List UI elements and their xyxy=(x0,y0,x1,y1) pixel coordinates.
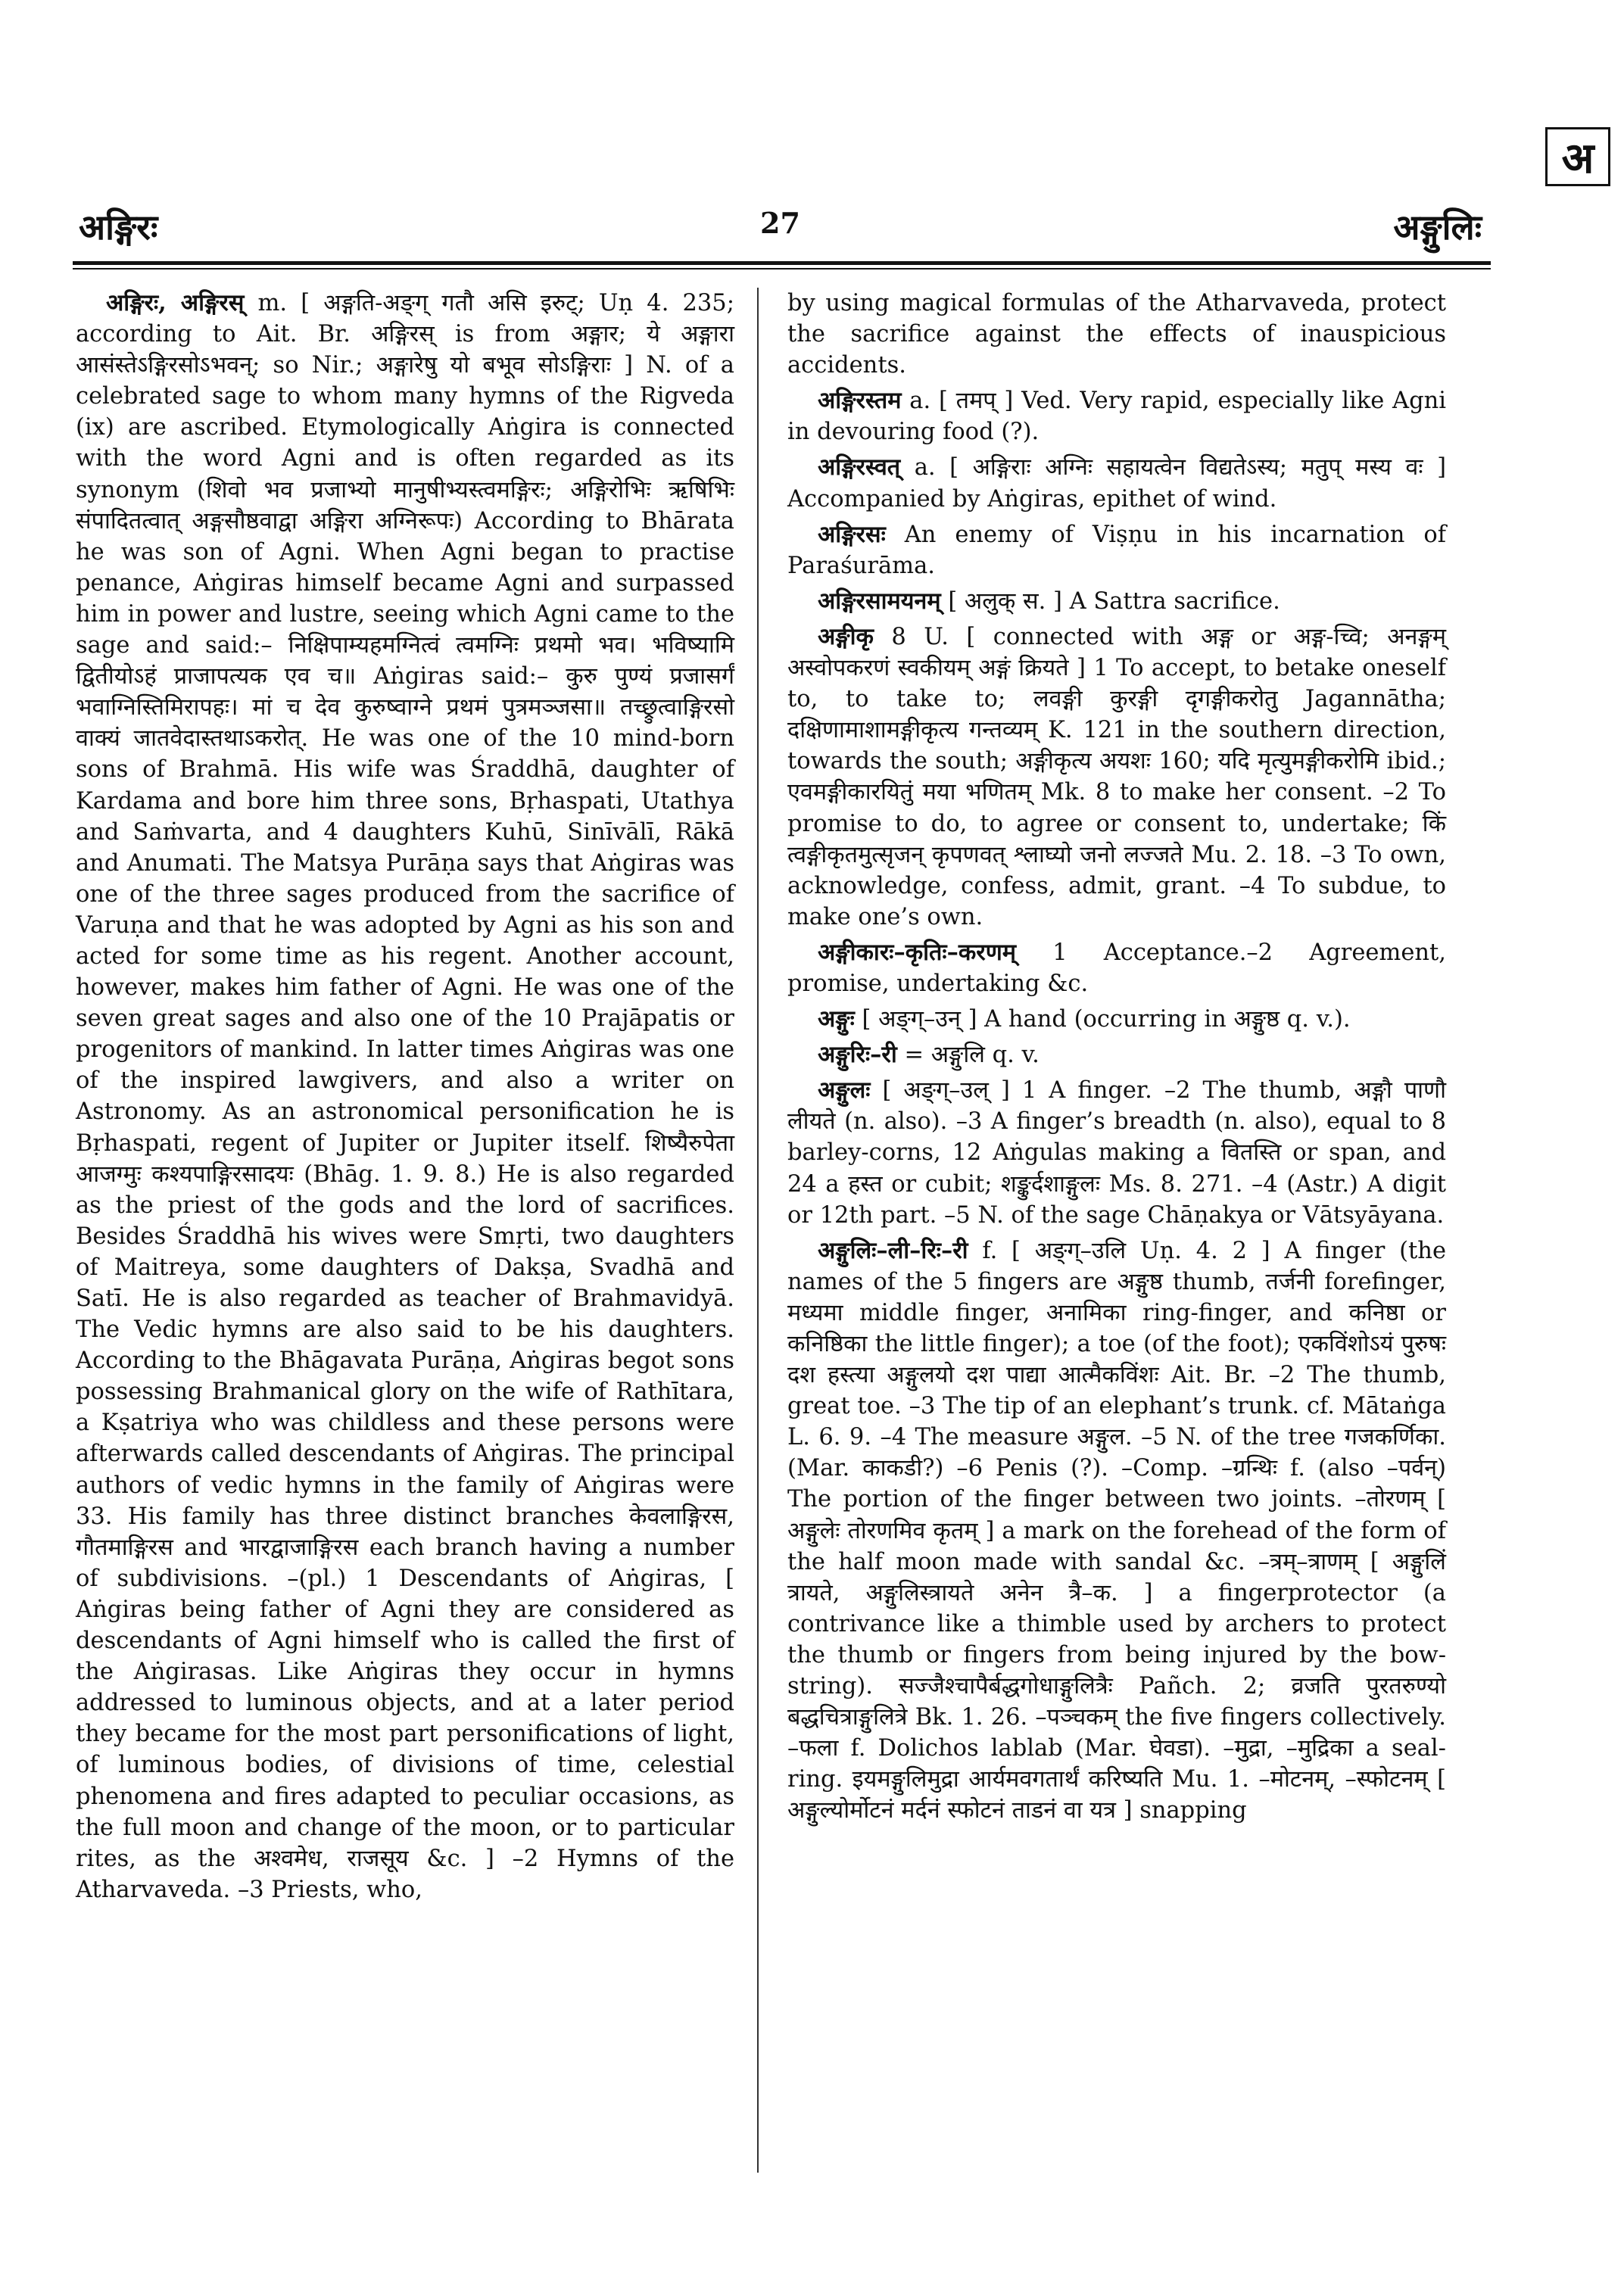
left-running-headword: अङ्गिरः xyxy=(79,207,158,248)
dictionary-entry-continued xyxy=(787,288,1446,381)
page-header xyxy=(79,189,1482,257)
header-rule-thin xyxy=(73,268,1491,269)
entry-text: a. [ तमप् ] Ved. Very rapid, especially like Agni in devouring food (?). xyxy=(787,388,1447,446)
entry-text: = अङ्गुलि q. v. xyxy=(904,1042,1040,1069)
entry-headword: अङ्गिरस्वत् xyxy=(818,453,901,481)
entry-text: [ अङ्ग्–उन् ] A hand (occurring in अङ्गुष्ठ q. v.). xyxy=(862,1006,1351,1033)
dictionary-entry xyxy=(787,586,1446,617)
entry-headword: अङ्गिरसामयनम् xyxy=(818,587,941,615)
right-column xyxy=(787,288,1446,1831)
entry-headword: अङ्गिरस्तम xyxy=(818,387,902,415)
header-rule xyxy=(73,261,1491,265)
entry-headword: अङ्गुः xyxy=(818,1005,855,1033)
entry-text: by using magical formulas of the Atharvaveda, protect the sacrifice against the effects of inauspicious accidents. xyxy=(787,290,1446,379)
dictionary-entry xyxy=(787,1039,1446,1070)
entry-text: An enemy of Viṣṇu in his incarnation of Paraśurāma. xyxy=(787,521,1447,579)
page-number: 27 xyxy=(760,206,800,240)
dictionary-entry xyxy=(787,937,1446,999)
column-divider xyxy=(757,288,759,2173)
entry-headword: अङ्गुलिः–ली–रिः–री xyxy=(818,1236,968,1264)
entry-headword: अङ्गिरसः xyxy=(818,520,886,548)
entry-text: m. [ अङ्गति-अङ्ग् गतौ असि इरुट्; Uṇ 4. 235; according to Ait. Br. अङ्गिरस् is from अङ्गार; ये अङ्गारा आसंस्तेऽङ्गिरसोऽभवन्; so Nir.; अङ्गारेषु यो बभूव सोऽङ्गिराः ] N. of a celebrated sage to whom many hymns of the Rigveda (ix) are ascribed. Etymologically Aṅgira is connected with the word Agni and is often regarded as its synonym (शिवो भव प्रजाभ्यो मानुषीभ्यस्त्वमङ्गिरः; अङ्गिरोभिः ऋषिभिः संपादितत्वात् अङ्गसौष्ठवाद्वा अङ्गिरा अग्निरूपः) According to Bhārata he was son of Agni. When Agni began to practise penance, Aṅgiras himself became Agni and surpassed him in power and lustre, seeing which Agni came to the sage and said:– निक्षिपाम्यहमग्नित्वं त्वमग्निः प्रथमो भव। भविष्यामि द्वितीयोऽहं प्राजापत्यक एव च॥ Aṅgiras said:– कुरु पुण्यं प्रजासर्गं भवाग्निस्तिमिरापहः। मां च देव कुरुष्वाग्ने प्रथमं पुत्रमञ्जसा॥ तच्छ्रुत्वाङ्गिरसो वाक्यं जातवेदास्तथाऽकरोत्. He was one of the 10 mind-born sons of Brahmā. His wife was Śraddhā, daughter of Kardama and bore him three sons, Bṛhaspati, Utathya and Saṁvarta, and 4 daughters Kuhū, Sinīvālī, Rākā and Anumati. The Matsya Purāṇa says that Aṅgiras was one of the three sages produced from the sacrifice of Varuṇa and that he was adopted by Agni as his son and acted for some time as his regent. Another account, however, makes him father of Agni. He was one of the seven great sages and also one of the 10 Prajāpatis or progenitors of mankind. In latter times Aṅgiras was one of the inspired lawgivers, and also a writer on Astronomy. As an astronomical personification he is Bṛhaspati, regent of Jupiter or Jupiter itself. शिष्यैरुपेता आजग्मुः कश्यपाङ्गिरसादयः (Bhāg. 1. 9. 8.) He is also regarded as the priest of the gods and the lord of sacrifices. Besides Śraddhā his wives were Smṛti, two daughters of Maitreya, some daughters of Dakṣa, Svadhā and Satī. He is also regarded as teacher of Brahmavidyā. The Vedic hymns are also said to be his daughters. According to the Bhāgavata Purāṇa, Aṅgiras begot sons possessing Brahmanical glory on the wife of Rathītara, a Kṣatriya who was childless and these persons were afterwards called descendants of Aṅgiras. The principal authors of vedic hymns in the family of Aṅgiras were 33. His family has three distinct branches केवलाङ्गिरस, गौतमाङ्गिरस and भारद्वाजाङ्गिरस each branch having a number of subdivisions. –(pl.) 1 Descendants of Aṅgiras, [ Aṅgiras being father of Agni they are considered as descendants of Agni himself who is called the first of the Aṅgirasas. Like Aṅgiras they occur in hymns addressed to luminous objects, and at a later period they became for the most part personifications of light, of luminous bodies, of divisions of time, celestial phenomena and fires adapted to peculiar occasions, as the full moon and change of the moon, or to particular rites, as the अश्वमेध, राजसूय &c. ] –2 Hymns of the Atharvaveda. –3 Priests, who, xyxy=(76,290,734,1903)
dictionary-entry xyxy=(787,452,1446,514)
thumb-index-tab: अ xyxy=(1545,127,1610,186)
entry-text: [ अलुक् स. ] A Sattra sacrifice. xyxy=(948,587,1280,615)
entry-headword: अङ्गीकारः–कृतिः–करणम् xyxy=(818,938,1017,966)
entry-headword: अङ्गीकृ xyxy=(818,622,874,650)
entry-headword: अङ्गुलः xyxy=(818,1076,871,1104)
dictionary-entry xyxy=(787,1004,1446,1035)
dictionary-entry xyxy=(76,288,734,1905)
entry-text: 1 Acceptance.–2 Agreement, promise, undertaking &c. xyxy=(787,939,1447,997)
right-running-headword: अङ्गुलिः xyxy=(1393,207,1482,248)
entry-text: [ अङ्ग्–उल् ] 1 A finger. –2 The thumb, अङ्गौ पाणौ लीयते (n. also). –3 A finger’s breadth (n. also), equal to 8 barley-corns, 12 Aṅgulas making a वितस्ति or span, and 24 a हस्त or cubit; शङ्कुर्दशाङ्गुलः Ms. 8. 271. –4 (Astr.) A digit or 12th part. –5 N. of the sage Chāṇakya or Vātsyāyana. xyxy=(787,1077,1446,1229)
dictionary-entry xyxy=(787,1075,1446,1230)
dictionary-entry xyxy=(787,519,1446,581)
entry-text: a. [ अङ्गिराः अग्निः सहायत्वेन विद्यतेऽस्य; मतुप् मस्य वः ] Accompanied by Aṅgiras, epithet of wind. xyxy=(787,454,1446,512)
dictionary-entry xyxy=(787,622,1446,933)
entry-headword: अङ्गुरिः–री xyxy=(818,1041,897,1069)
entry-text: 8 U. [ connected with अङ्ग or अङ्ग-च्वि; अनङ्गम् अस्वोपकरणं स्वकीयम् अङ्गं क्रियते ] 1 To accept, to betake oneself to, to take to; लवङ्गी कुरङ्गी दृगङ्गीकरोतु Jagannātha; दक्षिणामाशामङ्गीकृत्य गन्तव्यम् K. 121 in the southern direction, towards the south; अङ्गीकृत्य अयशः 160; यदि मृत्युमङ्गीकरोमि ibid.; एवमङ्गीकारयितुं मया भणितम् Mk. 8 to make her consent. –2 To promise to do, to agree or consent to, undertake; किं त्वङ्गीकृतमुत्सृजन् कृपणवत् श्लाघ्यो जनो लज्जते Mu. 2. 18. –3 To own, acknowledge, confess, admit, grant. –4 To subdue, to make one’s own. xyxy=(787,623,1447,930)
entry-headword: अङ्गिरः, अङ्गिरस् xyxy=(106,289,245,316)
dictionary-entry xyxy=(787,1235,1446,1827)
left-column xyxy=(76,288,734,1910)
dictionary-entry xyxy=(787,385,1446,447)
entry-text: f. [ अङ्ग्–उलि Uṇ. 4. 2 ] A finger (the names of the 5 fingers are अङ्गुष्ठ thumb, तर्जनी forefinger, मध्यमा middle finger, अनामिका ring-finger, and कनिष्ठा or कनिष्ठिका the little finger); a toe (of the foot); एकविंशोऽयं पुरुषः दश हस्त्या अङ्गुलयो दश पाद्या आत्मैकविंशः Ait. Br. –2 The thumb, great toe. –3 The tip of an elephant’s trunk. cf. Mātaṅga L. 6. 9. –4 The measure अङ्गुल. –5 N. of the tree गजकर्णिका. (Mar. काकडी?) –6 Penis (?). –Comp. –ग्रन्थिः f. (also –पर्वन्) The portion of the finger between two joints. –तोरणम् [ अङ्गुलेः तोरणमिव कृतम् ] a mark on the forehead of the form of the half moon made with sandal &c. –त्रम्–त्राणम् [ अङ्गुलिं त्रायते, अङ्गुलिस्त्रायते अनेन त्रै–क. ] a fingerprotector (a contrivance like a thimble used by archers to protect the thumb or fingers from being injured by the bow-string). सज्जैश्चापैर्बद्धगोधाङ्गुलित्रैः Pañch. 2; व्रजति पुरतरुण्यो बद्धचित्राङ्गुलित्रे Bk. 1. 26. –पञ्चकम् the five fingers collectively. –फला f. Dolichos lablab (Mar. घेवडा). –मुद्रा, –मुद्रिका a seal-ring. इयमङ्गुलिमुद्रा आर्यमवगतार्थं करिष्यति Mu. 1. –मोटनम्, –स्फोटनम् [ अङ्गुल्योर्मोटनं मर्दनं स्फोटनं ताडनं वा यत्र ] snapping xyxy=(787,1237,1446,1824)
